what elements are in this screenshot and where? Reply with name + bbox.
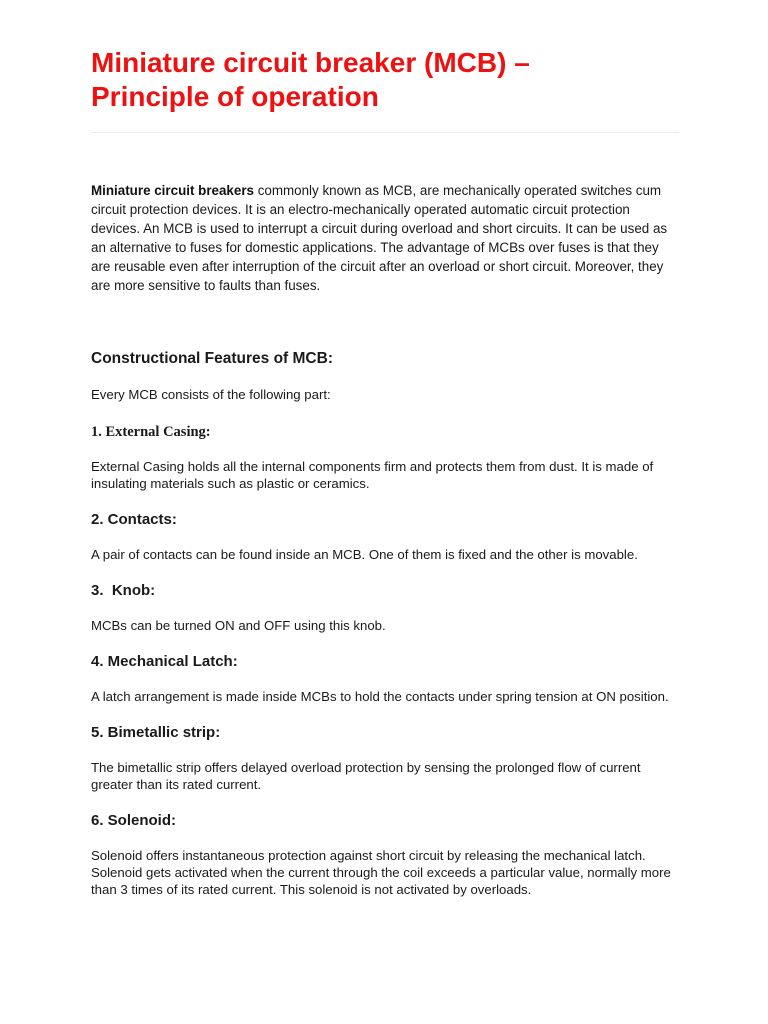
part-heading-mechanical-latch: 4. Mechanical Latch: bbox=[91, 653, 238, 670]
part-text-external-casing: External Casing holds all the internal components firm and protects them from dust. It is made of insulating materials such as plastic or ceramics. bbox=[91, 459, 654, 491]
title-line-2: Principle of operation bbox=[91, 81, 379, 112]
part-text-contacts: A pair of contacts can be found inside an MCB. One of them is fixed and the other is movable. bbox=[91, 547, 638, 562]
intro-text: commonly known as MCB, are mechanically operated switches cum circuit protection devices. It is an electro-mechanically operated automatic circuit protection devices. An MCB is used to interrupt a circuit during overload and short circuits. It can be used as an alternative to fuses for domestic applications. The advantage of MCBs over fuses is that they are reusable even after interruption of the circuit after an overload or short circuit. Moreover, they are more sensitive to faults than fuses. bbox=[91, 183, 668, 293]
title-line-1: Miniature circuit breaker (MCB) – bbox=[91, 47, 530, 78]
part-heading-solenoid: 6. Solenoid: bbox=[91, 812, 177, 829]
document-page bbox=[91, 46, 679, 898]
part-text-mechanical-latch: A latch arrangement is made inside MCBs to hold the contacts under spring tension at ON position. bbox=[91, 689, 669, 704]
part-text-bimetallic-strip: The bimetallic strip offers delayed overload protection by sensing the prolonged flow of current greater than its rated current. bbox=[91, 760, 641, 792]
title-divider bbox=[91, 132, 679, 133]
part-text-solenoid: Solenoid offers instantaneous protection against short circuit by releasing the mechanical latch. Solenoid gets activated when the current through the coil exceeds a particular value, normally more than 3 times of its rated current. This solenoid is not activated by overloads. bbox=[91, 848, 671, 897]
intro-paragraph bbox=[91, 181, 679, 295]
section-lead: Every MCB consists of the following part: bbox=[91, 387, 331, 402]
part-text-knob: MCBs can be turned ON and OFF using this knob. bbox=[91, 618, 386, 633]
part-heading-external-casing: 1. External Casing: bbox=[91, 424, 211, 440]
part-heading-knob: 3. Knob: bbox=[91, 582, 156, 599]
page-title bbox=[91, 46, 679, 114]
part-heading-contacts: 2. Contacts: bbox=[91, 511, 177, 528]
part-heading-bimetallic-strip: 5. Bimetallic strip: bbox=[91, 724, 221, 741]
intro-bold-term: Miniature circuit breakers bbox=[91, 183, 254, 198]
section-heading: Constructional Features of MCB: bbox=[91, 350, 333, 367]
